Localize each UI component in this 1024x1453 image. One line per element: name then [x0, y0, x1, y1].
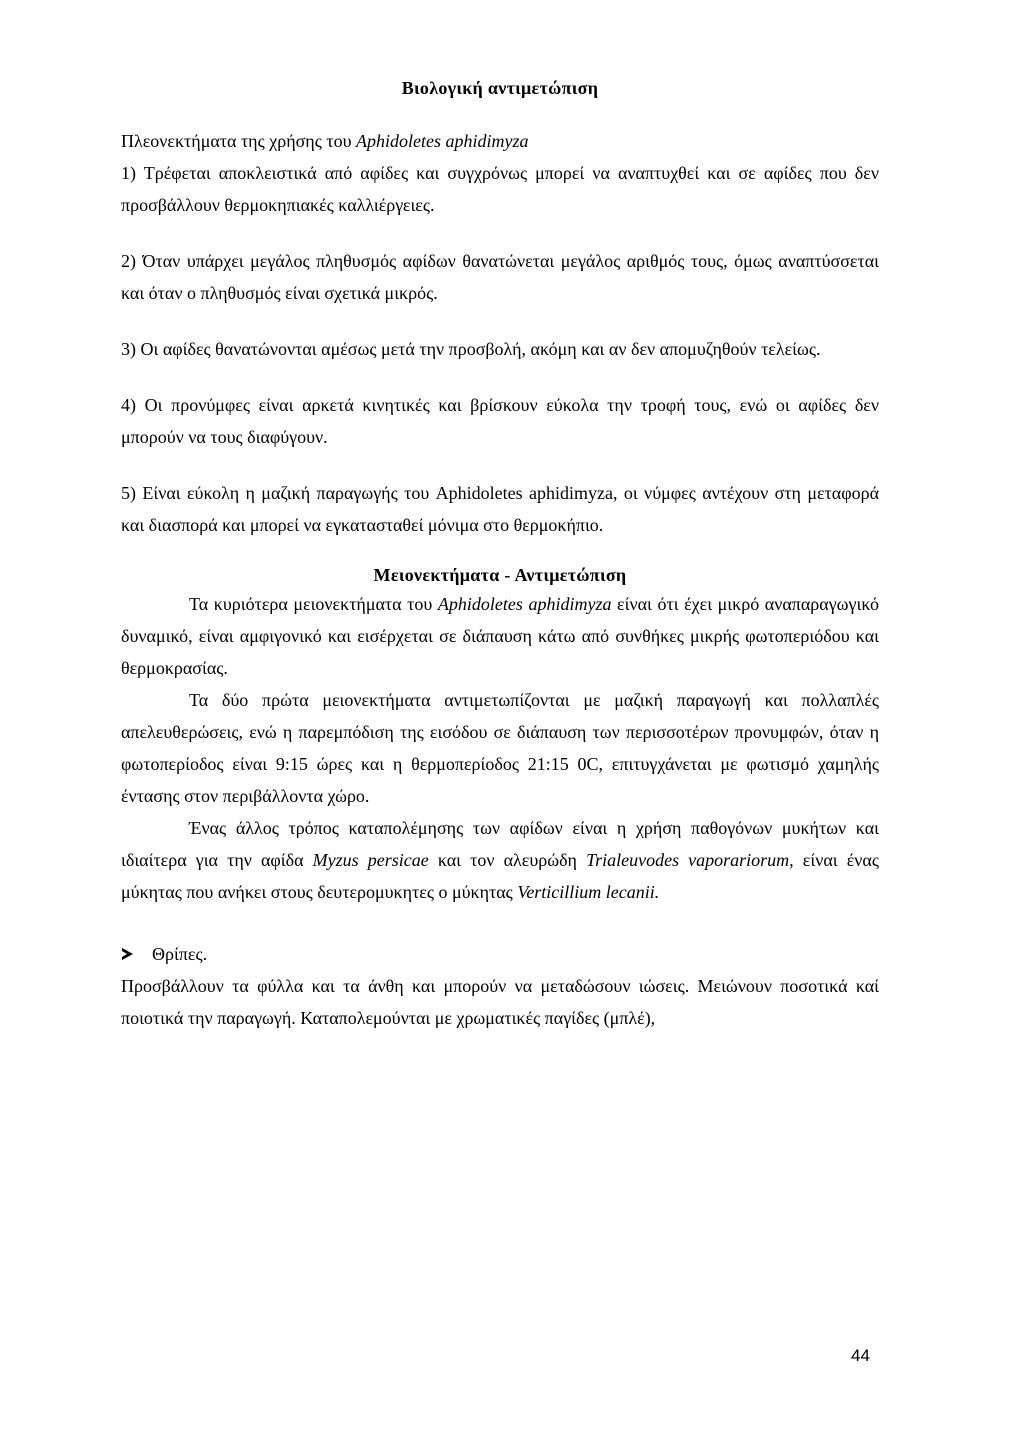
disadvantages-paragraph-3: Ένας άλλος τρόπος καταπολέμησης των αφίδων είναι η χρήση παθογόνων μυκήτων και ιδιαίτερα για την αφίδα Myzus persicae και τον αλευρώδη Trialeuvodes vaporariorum, είναι ένας μύκητας που ανήκει στους δευτερομυκητες ο μύκητας Verticillium lecanii. [121, 818, 879, 902]
advantage-item-5: 5) Είναι εύκολη η μαζική παραγωγής του Aphidoletes aphidimyza, οι νύμφες αντέχουν στη μεταφορά και διασπορά και μπορεί να εγκατασταθεί μόνιμα στο θερμοκήπιο. [121, 483, 879, 535]
arrow-bullet-icon [122, 948, 133, 960]
document-page [121, 78, 879, 1034]
bullet-heading-thrips [121, 938, 879, 970]
disadvantages-paragraph-2: Τα δύο πρώτα μειονεκτήματα αντιμετωπίζονται με μαζική παραγωγή και πολλαπλές απελευθερώσεις, ενώ η παρεμπόδιση της εισόδου σε διάπαυση των περισσοτέρων προνυμφών, όταν η φωτοπερίοδος είναι 9:15 ώρες και η θερμοπερίοδος 21:15 0C, επιτυγχάνεται με φωτισμό χαμηλής έντασης στον περιβάλλοντα χώρο. [121, 690, 879, 806]
page-number: 44 [851, 1346, 870, 1365]
advantage-item-4: 4) Οι προνύμφες είναι αρκετά κινητικές και βρίσκουν εύκολα την τροφή τους, ενώ οι αφίδες δεν μπορούν να τους διαφύγουν. [121, 395, 879, 447]
species-name: Verticillium lecanii. [517, 882, 660, 902]
section-title-disadvantages: Μειονεκτήματα - Αντιμετώπιση [373, 565, 627, 585]
section-title-biological-control: Βιολογική αντιμετώπιση [401, 78, 599, 98]
advantage-item-3: 3) Οι αφίδες θανατώνονται αμέσως μετά την προσβολή, ακόμη και αν δεν απομυζηθούν τελείως. [121, 339, 821, 359]
bullet-label: Θρίπες. [152, 944, 208, 964]
species-name: Aphidoletes aphidimyza [356, 131, 529, 151]
species-name: Trialeuvodes vaporariorum, [586, 850, 794, 870]
species-name: Aphidoletes aphidimyza [437, 594, 612, 614]
species-name: Myzus persicae [312, 850, 429, 870]
advantages-intro: Πλεονεκτήματα της χρήσης του Aphidoletes aphidimyza [121, 131, 529, 151]
advantage-item-1: 1) Τρέφεται αποκλειστικά από αφίδες και συγχρόνως μπορεί να αναπτυχθεί και σε αφίδες που δεν προσβάλλουν θερμοκηπιακές καλλιέργειες. [121, 163, 879, 215]
advantage-item-2: 2) Όταν υπάρχει μεγάλος πληθυσμός αφίδων θανατώνεται μεγάλος αριθμός τους, όμως αναπτύσσεται και όταν ο πληθυσμός είναι σχετικά μικρός. [121, 251, 879, 303]
thrips-paragraph: Προσβάλλουν τα φύλλα και τα άνθη και μπορούν να μεταδώσουν ιώσεις. Μειώνουν ποσοτικά καί ποιοτικά την παραγωγή. Καταπολεμούνται με χρωματικές παγίδες (μπλέ), [121, 976, 879, 1028]
disadvantages-paragraph-1: Τα κυριότερα μειονεκτήματα του Aphidoletes aphidimyza είναι ότι έχει μικρό αναπαραγωγικό δυναμικό, είναι αμφιγονικό και εισέρχεται σε διάπαυση κάτω από συνθήκες μικρής φωτοπεριόδου και θερμοκρασίας. [121, 594, 879, 678]
